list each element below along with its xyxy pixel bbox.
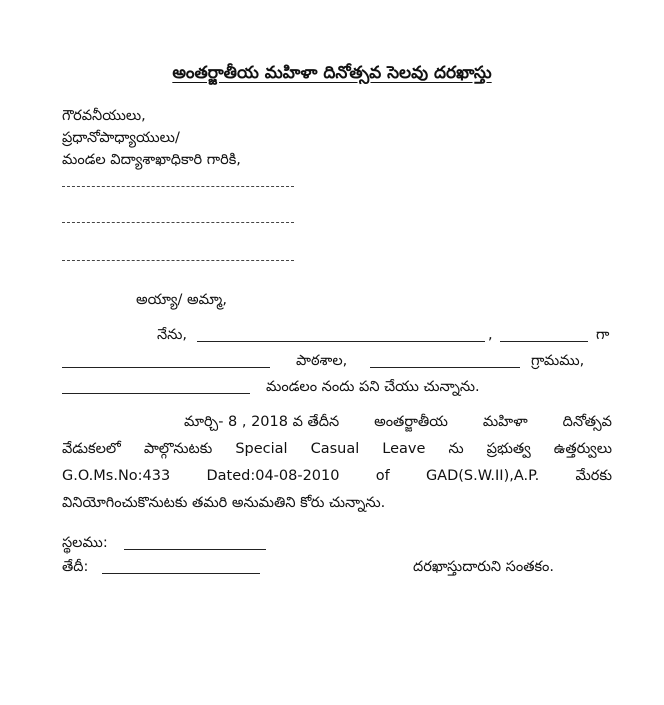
intro-mandal: మండలం నందు పని చేయు చున్నాను. [266,379,480,395]
body-word: మార్చి- 8 , 2018 వ తేదీన [184,414,340,430]
school-blank [62,367,270,368]
body-line-3 [62,467,612,485]
place-blank [124,549,266,550]
body-word: Special [235,441,288,457]
intro-comma: , [488,327,493,343]
body-word: వేడుకలలో [62,441,121,457]
intro-gaa: గా [596,327,610,343]
recipient-line-3: మండల విద్యాశాఖాధికారి గారికి, [62,152,241,168]
body-word: G.O.Ms.No:433 [62,468,171,484]
salutation: అయ్యా/ అమ్మా, [136,292,227,308]
body-word: ను [448,441,464,457]
body-line-1 [184,413,612,431]
place-label: స్థలము: [62,535,108,551]
recipient-line-1: గౌరవనీయులు, [62,108,146,124]
body-word: ప్రభుత్వ [486,441,531,457]
village-blank [370,367,520,368]
body-line-4: వినియోగించుకొనుటకు తమరి అనుమతిని కోరు చున్నాను. [62,495,386,511]
designation-blank [500,341,588,342]
address-blank-1 [62,186,294,187]
intro-nenu: నేను, [157,327,187,343]
body-word: మహిళా [482,414,528,430]
intro-village: గ్రామము, [531,353,585,369]
intro-school: పాఠశాల, [296,353,348,369]
name-blank [197,341,485,342]
recipient-line-2: ప్రధానోపాధ్యాయులు/ [62,130,180,146]
document-title: అంతర్జాతీయ మహిళా దినోత్సవ సెలవు దరఖాస్తు [172,63,492,83]
mandal-blank [62,393,250,394]
body-word: GAD(S.W.II),A.P. [425,468,540,484]
address-blank-2 [62,222,294,223]
body-line-2 [62,440,612,458]
body-word: Casual [310,441,360,457]
body-word: Leave [382,441,426,457]
body-word: అంతర్జాతీయ [374,414,448,430]
body-word: పాల్గొనుటకు [143,441,213,457]
body-word: దినోత్సవ [562,414,612,430]
signature-label: దరఖాస్తుదారుని సంతకం. [413,559,555,575]
date-label: తేదీ: [62,559,89,575]
address-blank-3 [62,260,294,261]
body-word: Dated:04-08-2010 [206,468,340,484]
body-word: మేరకు [575,468,612,484]
body-word: of [375,468,390,484]
date-blank [102,573,260,574]
body-word: ఉత్తర్వులు [553,441,612,457]
